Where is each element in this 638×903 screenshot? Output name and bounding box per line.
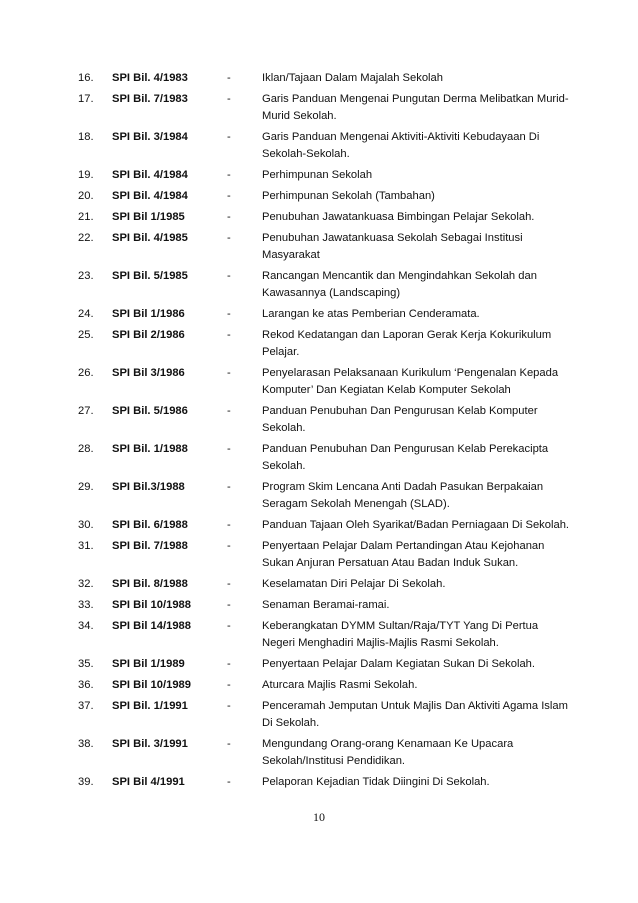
list-item xyxy=(0,597,638,614)
item-number: 33. xyxy=(78,599,94,611)
circular-reference: SPI Bil. 3/1984 xyxy=(112,131,188,143)
circular-title: Panduan Tajaan Oleh Syarikat/Badan Perniagaan Di Sekolah. xyxy=(262,519,570,531)
circular-reference: SPI Bil. 1/1988 xyxy=(112,443,188,455)
circular-title: Penyertaan Pelajar Dalam Kegiatan Sukan Di Sekolah. xyxy=(262,658,536,670)
circular-reference: SPI Bil 4/1991 xyxy=(112,776,185,788)
circular-title: Penubuhan Jawatankuasa Sekolah Sebagai Institusi Masyarakat xyxy=(262,232,523,261)
circular-reference: SPI Bil 3/1986 xyxy=(112,367,185,379)
separator-dash: - xyxy=(227,481,231,493)
circular-title: Keberangkatan DYMM Sultan/Raja/TYT Yang Di Pertua Negeri Menghadiri Majlis-Majlis Rasmi Sekolah. xyxy=(262,620,539,649)
list-item xyxy=(0,698,638,732)
circular-title: Iklan/Tajaan Dalam Majalah Sekolah xyxy=(262,72,443,84)
circular-title: Rancangan Mencantik dan Mengindahkan Sekolah dan Kawasannya (Landscaping) xyxy=(262,270,537,299)
list-item xyxy=(0,656,638,673)
separator-dash: - xyxy=(227,519,231,531)
list-item xyxy=(0,538,638,572)
item-number: 31. xyxy=(78,540,94,552)
list-item xyxy=(0,774,638,791)
circular-title: Perhimpunan Sekolah xyxy=(262,169,373,181)
separator-dash: - xyxy=(227,367,231,379)
item-number: 32. xyxy=(78,578,94,590)
list-item xyxy=(0,306,638,323)
item-number: 17. xyxy=(78,93,94,105)
circular-reference: SPI Bil 2/1986 xyxy=(112,329,185,341)
separator-dash: - xyxy=(227,72,231,84)
circular-title: Garis Panduan Mengenai Aktiviti-Aktiviti Kebudayaan Di Sekolah-Sekolah. xyxy=(262,131,540,160)
item-number: 23. xyxy=(78,270,94,282)
circular-title: Penyertaan Pelajar Dalam Pertandingan Atau Kejohanan Sukan Anjuran Persatuan Atau Badan Induk Sukan. xyxy=(262,540,545,569)
item-number: 30. xyxy=(78,519,94,531)
separator-dash: - xyxy=(227,131,231,143)
list-item xyxy=(0,517,638,534)
item-number: 34. xyxy=(78,620,94,632)
item-number: 39. xyxy=(78,776,94,788)
separator-dash: - xyxy=(227,700,231,712)
list-item xyxy=(0,209,638,226)
circular-title: Keselamatan Diri Pelajar Di Sekolah. xyxy=(262,578,446,590)
item-number: 24. xyxy=(78,308,94,320)
circular-reference: SPI Bil. 4/1983 xyxy=(112,72,188,84)
item-number: 21. xyxy=(78,211,94,223)
list-item xyxy=(0,736,638,770)
list-item xyxy=(0,365,638,399)
circular-title: Aturcara Majlis Rasmi Sekolah. xyxy=(262,679,418,691)
separator-dash: - xyxy=(227,270,231,282)
circular-reference: SPI Bil. 5/1985 xyxy=(112,270,188,282)
circular-reference: SPI Bil. 4/1984 xyxy=(112,190,188,202)
circular-title: Larangan ke atas Pemberian Cenderamata. xyxy=(262,308,480,320)
separator-dash: - xyxy=(227,329,231,341)
circular-title: Penubuhan Jawatankuasa Bimbingan Pelajar Sekolah. xyxy=(262,211,535,223)
item-number: 16. xyxy=(78,72,94,84)
item-number: 29. xyxy=(78,481,94,493)
separator-dash: - xyxy=(227,190,231,202)
item-number: 18. xyxy=(78,131,94,143)
separator-dash: - xyxy=(227,738,231,750)
circular-title: Mengundang Orang-orang Kenamaan Ke Upacara Sekolah/Institusi Pendidikan. xyxy=(262,738,514,767)
list-item xyxy=(0,327,638,361)
separator-dash: - xyxy=(227,620,231,632)
circular-reference: SPI Bil 1/1989 xyxy=(112,658,185,670)
list-item xyxy=(0,167,638,184)
circular-title: Panduan Penubuhan Dan Pengurusan Kelab Perekacipta Sekolah. xyxy=(262,443,549,472)
circular-reference: SPI Bil 10/1989 xyxy=(112,679,191,691)
circular-title: Program Skim Lencana Anti Dadah Pasukan Berpakaian Seragam Sekolah Menengah (SLAD). xyxy=(262,481,544,510)
circular-list xyxy=(0,70,638,795)
separator-dash: - xyxy=(227,540,231,552)
item-number: 36. xyxy=(78,679,94,691)
circular-title: Perhimpunan Sekolah (Tambahan) xyxy=(262,190,435,202)
separator-dash: - xyxy=(227,405,231,417)
list-item xyxy=(0,403,638,437)
separator-dash: - xyxy=(227,679,231,691)
page-number: 10 xyxy=(313,810,325,824)
separator-dash: - xyxy=(227,211,231,223)
circular-title: Penceramah Jemputan Untuk Majlis Dan Aktiviti Agama Islam Di Sekolah. xyxy=(262,700,568,729)
circular-reference: SPI Bil 1/1985 xyxy=(112,211,185,223)
separator-dash: - xyxy=(227,93,231,105)
circular-reference: SPI Bil.3/1988 xyxy=(112,481,185,493)
circular-title: Panduan Penubuhan Dan Pengurusan Kelab Komputer Sekolah. xyxy=(262,405,538,434)
item-number: 28. xyxy=(78,443,94,455)
list-item xyxy=(0,230,638,264)
separator-dash: - xyxy=(227,578,231,590)
item-number: 38. xyxy=(78,738,94,750)
circular-reference: SPI Bil 10/1988 xyxy=(112,599,191,611)
list-item xyxy=(0,479,638,513)
list-item xyxy=(0,618,638,652)
circular-reference: SPI Bil. 1/1991 xyxy=(112,700,188,712)
separator-dash: - xyxy=(227,443,231,455)
circular-title: Penyelarasan Pelaksanaan Kurikulum ‘Pengenalan Kepada Komputer’ Dan Kegiatan Kelab Komputer Sekolah xyxy=(262,367,559,396)
item-number: 25. xyxy=(78,329,94,341)
circular-title: Senaman Beramai-ramai. xyxy=(262,599,390,611)
circular-reference: SPI Bil 1/1986 xyxy=(112,308,185,320)
item-number: 19. xyxy=(78,169,94,181)
circular-reference: SPI Bil. 8/1988 xyxy=(112,578,188,590)
separator-dash: - xyxy=(227,232,231,244)
circular-reference: SPI Bil. 7/1983 xyxy=(112,93,188,105)
item-number: 37. xyxy=(78,700,94,712)
separator-dash: - xyxy=(227,308,231,320)
list-item xyxy=(0,441,638,475)
item-number: 27. xyxy=(78,405,94,417)
list-item xyxy=(0,91,638,125)
list-item xyxy=(0,129,638,163)
list-item xyxy=(0,188,638,205)
circular-title: Pelaporan Kejadian Tidak Diingini Di Sekolah. xyxy=(262,776,490,788)
list-item xyxy=(0,677,638,694)
item-number: 26. xyxy=(78,367,94,379)
circular-reference: SPI Bil 14/1988 xyxy=(112,620,191,632)
separator-dash: - xyxy=(227,658,231,670)
circular-reference: SPI Bil. 6/1988 xyxy=(112,519,188,531)
circular-reference: SPI Bil. 5/1986 xyxy=(112,405,188,417)
separator-dash: - xyxy=(227,776,231,788)
item-number: 22. xyxy=(78,232,94,244)
separator-dash: - xyxy=(227,599,231,611)
circular-reference: SPI Bil. 4/1984 xyxy=(112,169,188,181)
circular-title: Garis Panduan Mengenai Pungutan Derma Melibatkan Murid-Murid Sekolah. xyxy=(262,93,569,122)
list-item xyxy=(0,70,638,87)
circular-reference: SPI Bil. 7/1988 xyxy=(112,540,188,552)
list-item xyxy=(0,268,638,302)
circular-title: Rekod Kedatangan dan Laporan Gerak Kerja Kokurikulum Pelajar. xyxy=(262,329,552,358)
list-item xyxy=(0,576,638,593)
circular-reference: SPI Bil. 3/1991 xyxy=(112,738,188,750)
item-number: 35. xyxy=(78,658,94,670)
item-number: 20. xyxy=(78,190,94,202)
circular-reference: SPI Bil. 4/1985 xyxy=(112,232,188,244)
separator-dash: - xyxy=(227,169,231,181)
